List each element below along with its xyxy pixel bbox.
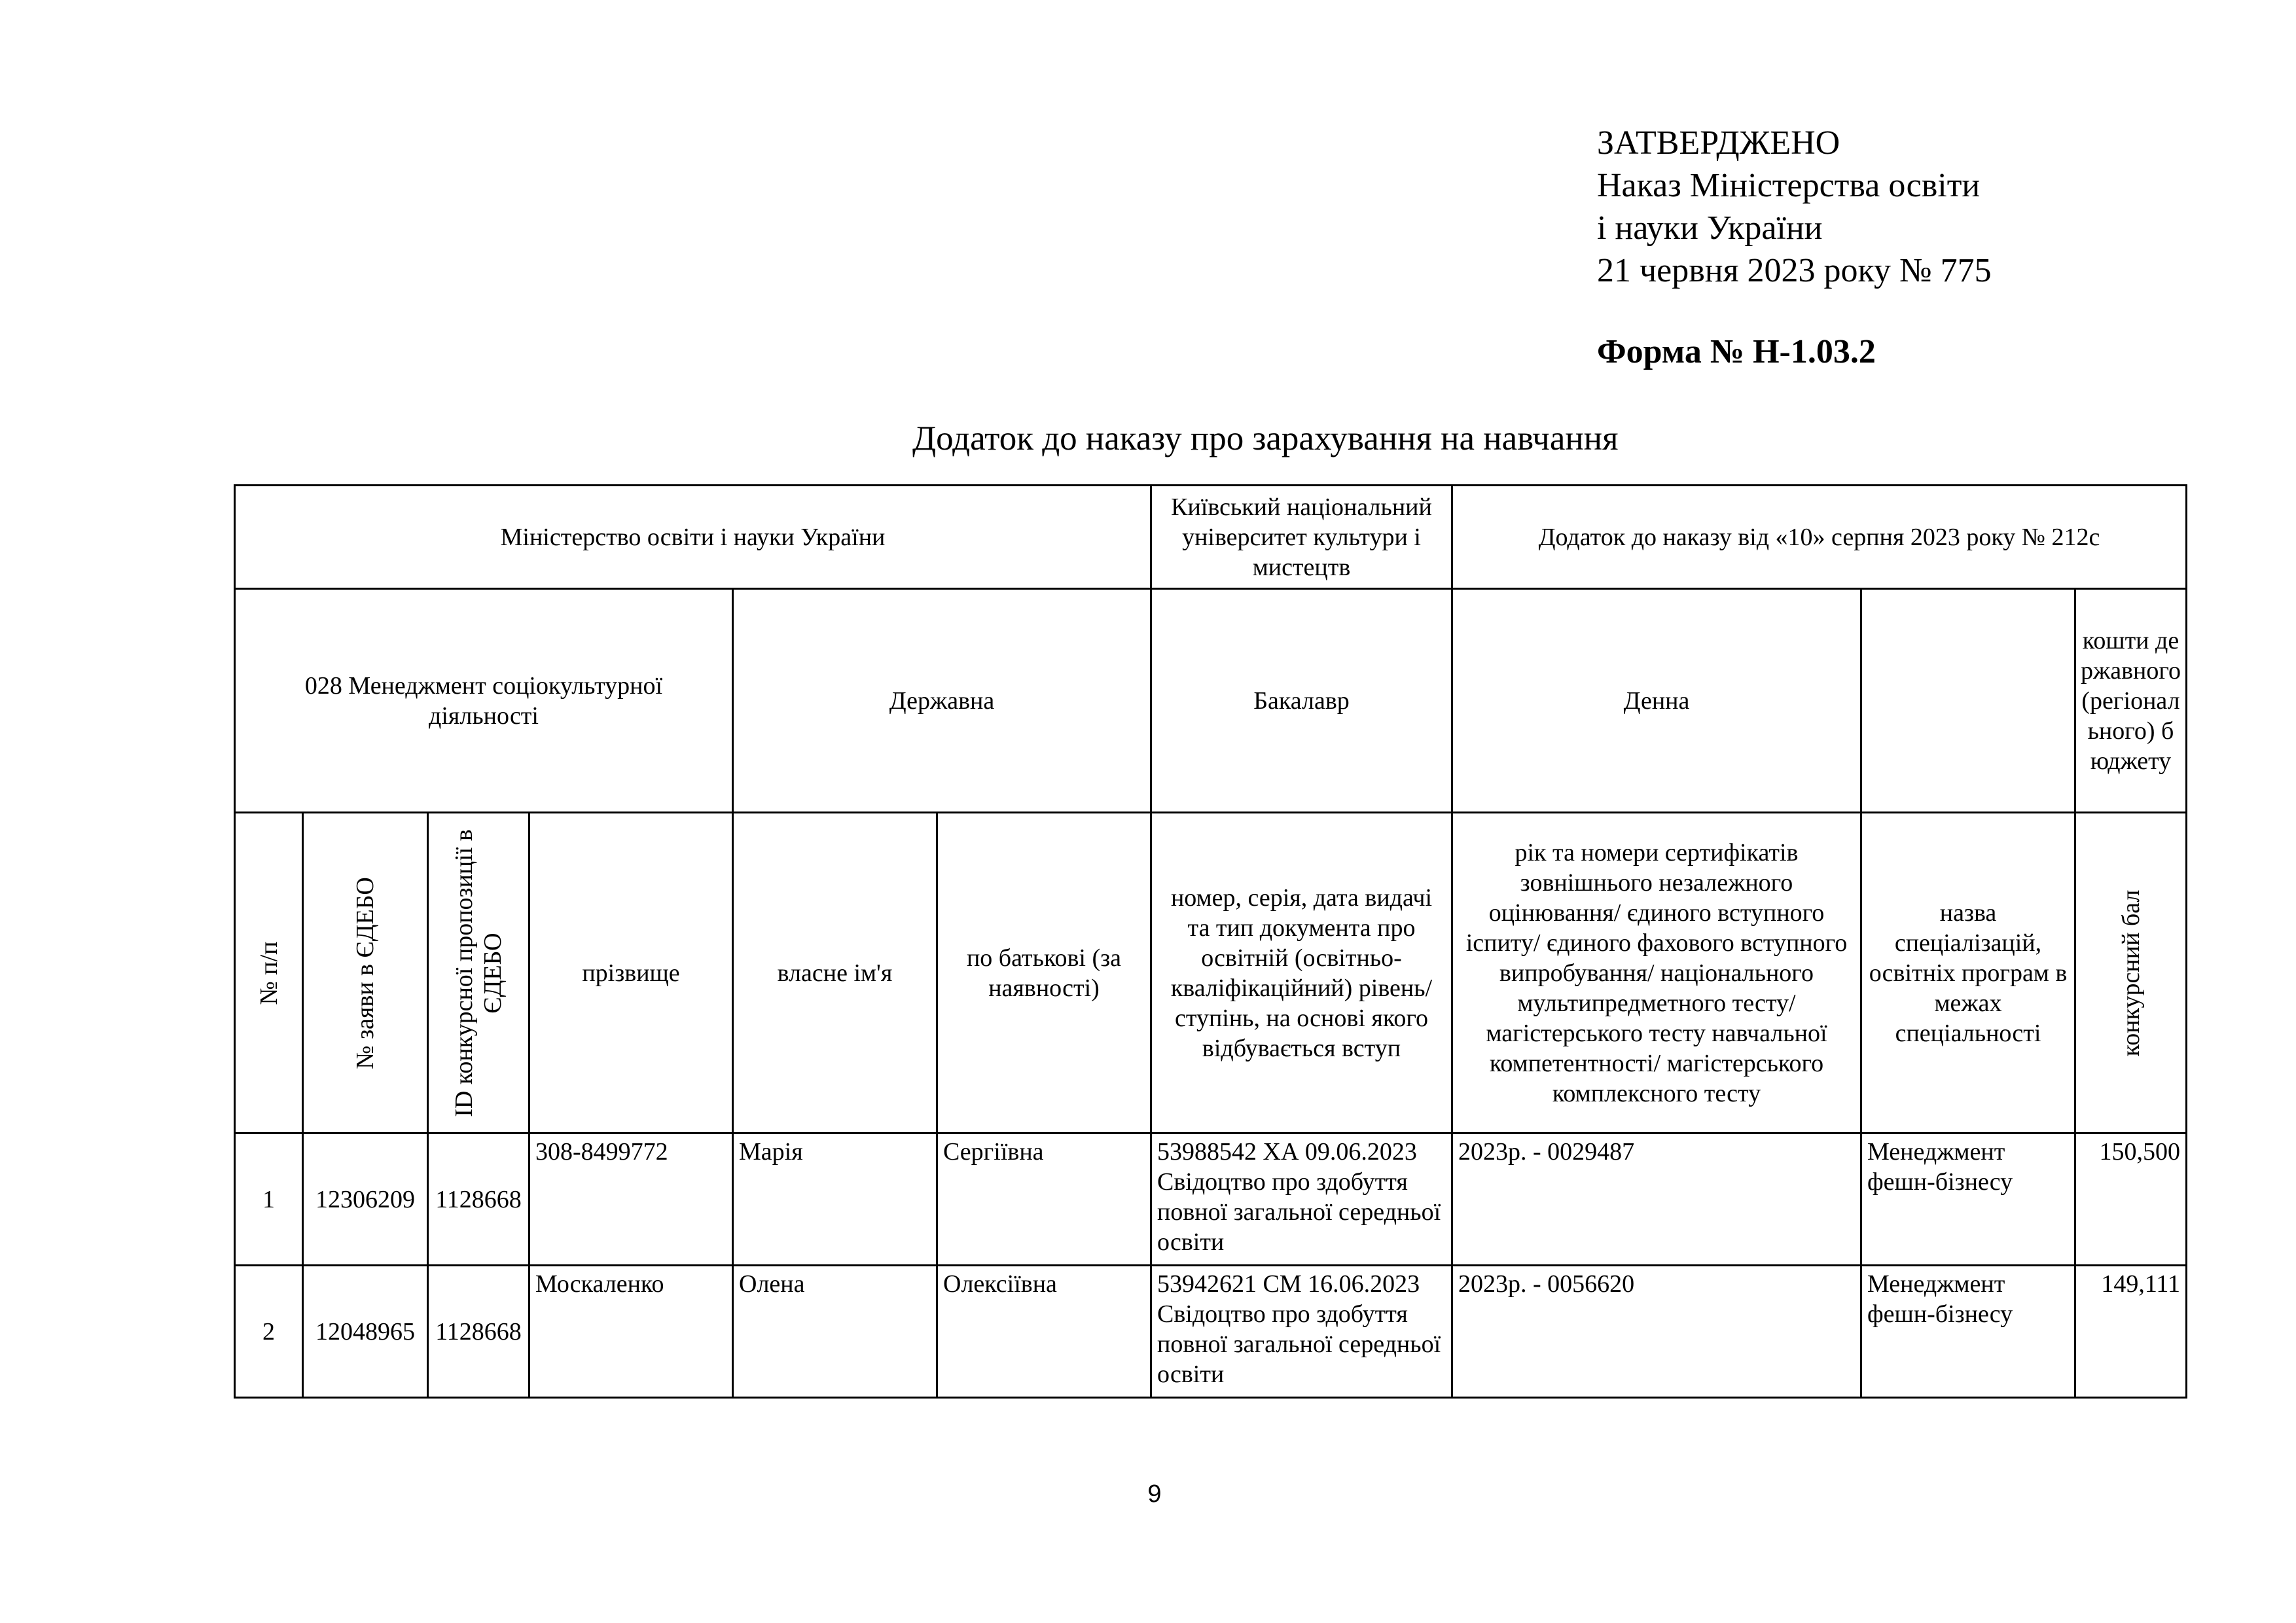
- col-num-label: № п/п: [255, 941, 283, 1005]
- order-cell: Додаток до наказу від «10» серпня 2023 року № 212с: [1452, 486, 2187, 589]
- row-specialization: Менеджмент фешн-бізнесу: [1861, 1133, 2075, 1266]
- col-offer-id-label: ID конкурсної пропозиції в ЄДЕБО: [450, 829, 507, 1117]
- row-offer-id: 1128668: [428, 1266, 529, 1398]
- row-specialization: Менеджмент фешн-бізнесу: [1861, 1266, 2075, 1398]
- row-patronymic: Сергіївна: [937, 1133, 1151, 1266]
- funding-cell: кошти державного (регіонального) бюджету: [2075, 589, 2187, 813]
- degree-cell: Бакалавр: [1151, 589, 1452, 813]
- row-surname: Москаленко: [529, 1266, 733, 1398]
- col-document-header: номер, серія, дата видачі та тип документа про освітній (освітньо-кваліфікаційний) рівень/ступінь, на основі якого відбувається вступ: [1151, 813, 1452, 1133]
- row-first-name: Марія: [733, 1133, 937, 1266]
- col-application-label: № заяви в ЄДЕБО: [351, 876, 379, 1069]
- col-num-header: [235, 813, 303, 1133]
- university-cell: Київський національний університет культури і мистецтв: [1151, 486, 1452, 589]
- header-row-2: [235, 589, 2187, 813]
- table-row: [235, 1266, 2187, 1398]
- row-score: 149,111: [2075, 1266, 2187, 1398]
- form-number: Форма № Н-1.03.2: [1597, 333, 1876, 370]
- row-certificates: 2023р. - 0056620: [1452, 1266, 1861, 1398]
- ownership-cell: Державна: [733, 589, 1151, 813]
- row-num: 1: [235, 1133, 303, 1266]
- row-num: 2: [235, 1266, 303, 1398]
- col-application-header: [303, 813, 428, 1133]
- table-row: [235, 1133, 2187, 1266]
- row-first-name: Олена: [733, 1266, 937, 1398]
- row-application: 12048965: [303, 1266, 428, 1398]
- approval-line-3: і науки України: [1597, 209, 1823, 247]
- col-score-label: конкурсний бал: [2117, 889, 2145, 1056]
- header-row-1: [235, 486, 2187, 589]
- empty-cell: [1861, 589, 2075, 813]
- row-score: 150,500: [2075, 1133, 2187, 1266]
- row-certificates: 2023р. - 0029487: [1452, 1133, 1861, 1266]
- column-header-row: [235, 813, 2187, 1133]
- col-specialization-header: назва спеціалізацій, освітніх програм в межах спеціальності: [1861, 813, 2075, 1133]
- row-document: 53988542 ХА 09.06.2023 Свідоцтво про здобуття повної загальної середньої освіти: [1151, 1133, 1452, 1266]
- col-certificates-header: рік та номери сертифікатів зовнішнього незалежного оцінювання/ єдиного вступного іспиту/ єдиного фахового вступного випробування/ національного мультипредметного тесту/ магістерського тесту навчальної компетентності/ магістерського комплексного тесту: [1452, 813, 1861, 1133]
- row-surname: 308-8499772: [529, 1133, 733, 1266]
- specialty-cell: 028 Менеджмент соціокультурної діяльності: [235, 589, 733, 813]
- document-title: Додаток до наказу про зарахування на навчання: [912, 419, 1619, 457]
- row-application: 12306209: [303, 1133, 428, 1266]
- col-score-header: [2075, 813, 2187, 1133]
- col-offer-id-header: [428, 813, 529, 1133]
- col-patronymic-header: по батькові (за наявності): [937, 813, 1151, 1133]
- ministry-cell: Міністерство освіти і науки України: [235, 486, 1151, 589]
- col-first-name-header: власне ім'я: [733, 813, 937, 1133]
- row-document: 53942621 СМ 16.06.2023 Свідоцтво про здобуття повної загальної середньої освіти: [1151, 1266, 1452, 1398]
- enrollment-table: [234, 484, 2187, 1399]
- approval-line-1: ЗАТВЕРДЖЕНО: [1597, 124, 1840, 162]
- study-form-cell: Денна: [1452, 589, 1861, 813]
- approval-block: [1597, 122, 1992, 292]
- row-offer-id: 1128668: [428, 1133, 529, 1266]
- col-surname-header: прізвище: [529, 813, 733, 1133]
- approval-line-4: 21 червня 2023 року № 775: [1597, 252, 1992, 289]
- row-patronymic: Олексіївна: [937, 1266, 1151, 1398]
- page-number: 9: [1147, 1480, 1162, 1508]
- approval-line-2: Наказ Міністерства освіти: [1597, 167, 1981, 204]
